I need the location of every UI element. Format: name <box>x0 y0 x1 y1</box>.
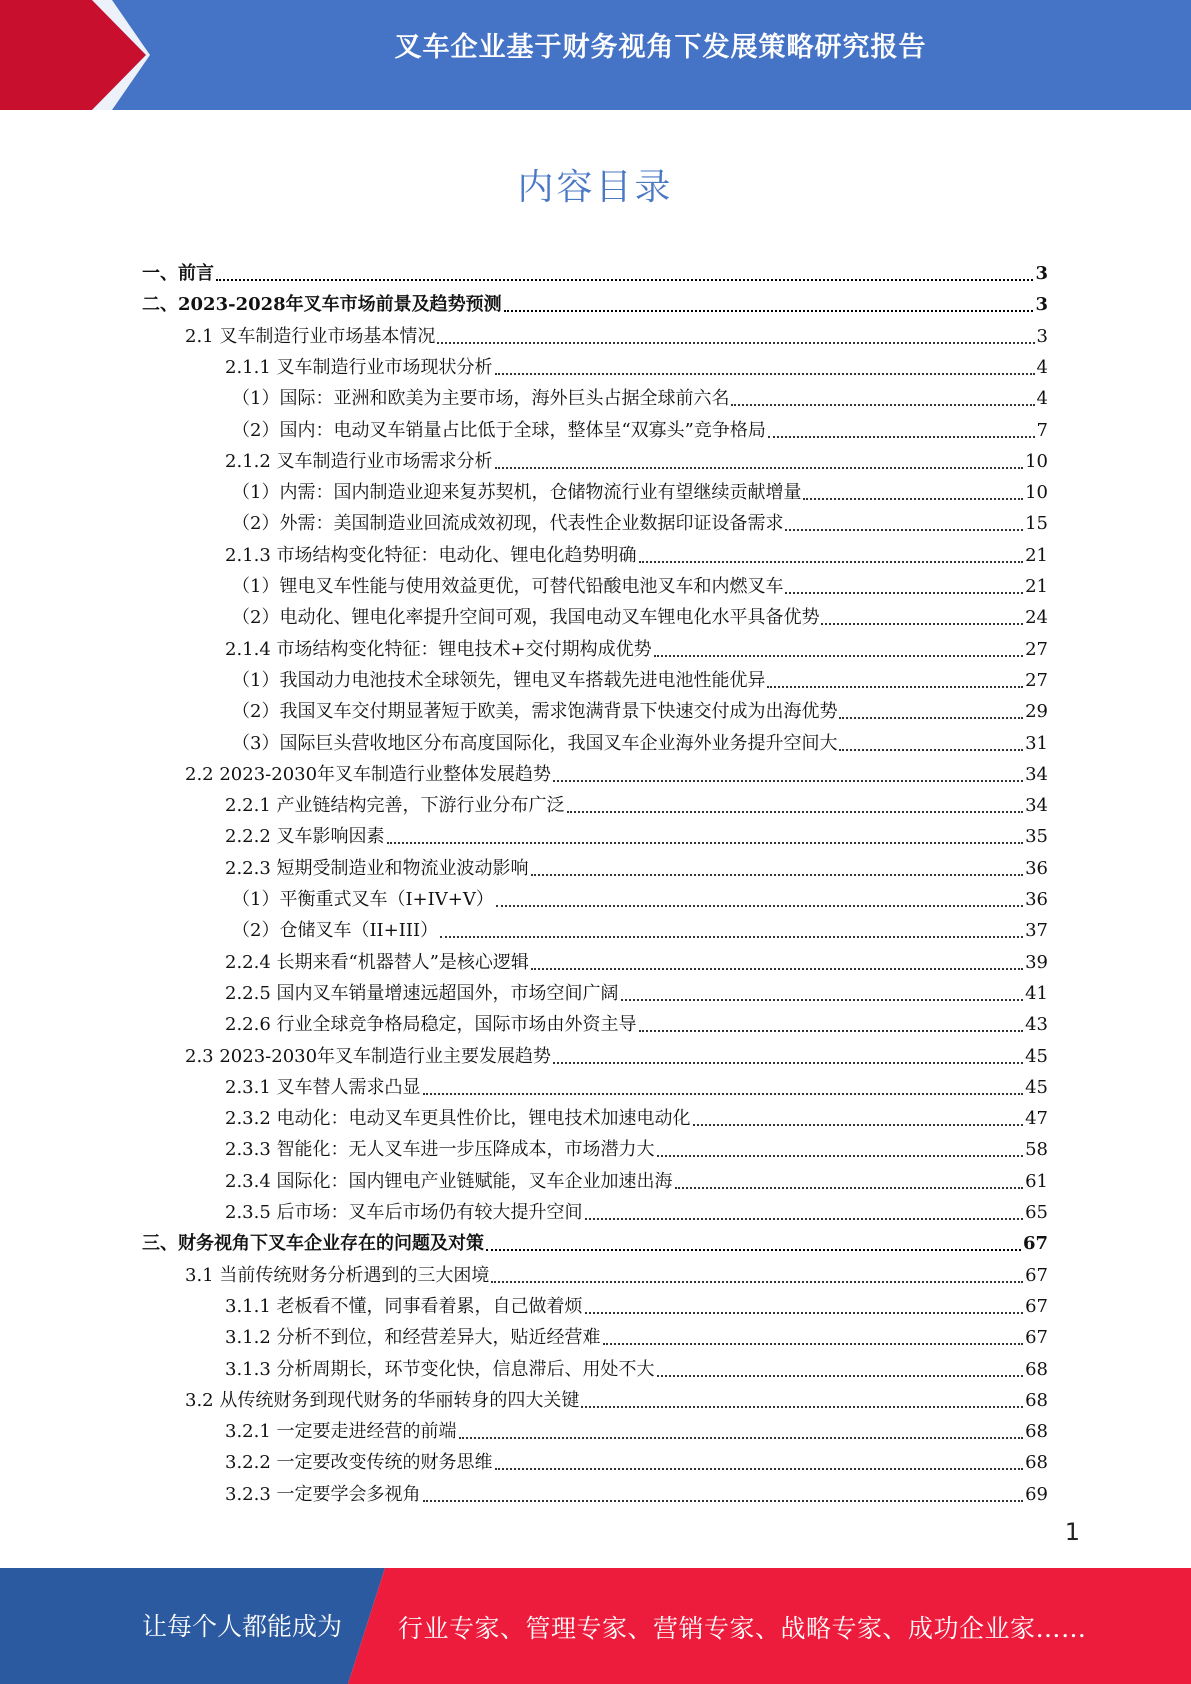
toc-leader-dots <box>603 1342 1024 1345</box>
toc-entry-title: 2.3.5 后市场：叉车后市场仍有较大提升空间 <box>225 1202 583 1223</box>
toc-leader-dots <box>387 841 1024 844</box>
toc-entry-page: 68 <box>1025 1421 1048 1442</box>
toc-entry-title: 2.2.2 叉车影响因素 <box>225 826 385 847</box>
toc-leader-dots <box>581 1405 1023 1408</box>
toc-leader-dots <box>585 1217 1024 1220</box>
toc-entry[interactable] <box>225 1287 1048 1318</box>
footer-slogan-right: 行业专家、管理专家、营销专家、战略专家、成功企业家…… <box>398 1614 1087 1643</box>
toc-entry[interactable] <box>225 536 1048 567</box>
toc-entry-page: 47 <box>1025 1108 1048 1129</box>
toc-entry[interactable] <box>225 1350 1048 1381</box>
toc-entry[interactable] <box>225 1099 1048 1130</box>
toc-entry-page: 39 <box>1025 952 1048 973</box>
toc-entry-title: （2）我国叉车交付期显著短于欧美，需求饱满背景下快速交付成为出海优势 <box>232 701 838 722</box>
toc-entry[interactable] <box>142 254 1048 285</box>
toc-entry-title: 3.1.1 老板看不懂，同事看着累，自己做着烦 <box>225 1296 583 1317</box>
toc-entry-title: 2.1.4 市场结构变化特征：锂电技术+交付期构成优势 <box>225 639 652 660</box>
toc-entry[interactable] <box>142 285 1048 316</box>
toc-entry-title: 2.2.5 国内叉车销量增速远超国外，市场空间广阔 <box>225 983 619 1004</box>
toc-entry-title: （2）仓储叉车（II+III） <box>232 920 439 941</box>
toc-entry-title: 2.3.4 国际化：国内锂电产业链赋能，叉车企业加速出海 <box>225 1171 673 1192</box>
toc-entry-title: 3.2.1 一定要走进经营的前端 <box>225 1421 457 1442</box>
toc-leader-dots <box>459 1436 1024 1439</box>
toc-entry[interactable] <box>225 1412 1048 1443</box>
toc-entry[interactable] <box>225 1162 1048 1193</box>
toc-entry-title: （1）内需：国内制造业迎来复苏契机，仓储物流行业有望继续贡献增量 <box>232 482 802 503</box>
toc-entry[interactable] <box>232 880 1048 911</box>
toc-entry-title: 2.3 2023-2030年叉车制造行业主要发展趋势 <box>185 1046 552 1067</box>
toc-entry-page: 10 <box>1025 482 1048 503</box>
toc-entry-title: 2.2.1 产业链结构完善，下游行业分布广泛 <box>225 795 565 816</box>
toc-entry-page: 24 <box>1025 607 1048 628</box>
toc-entry-title: （1）国际：亚洲和欧美为主要市场，海外巨头占据全球前六名 <box>232 388 730 409</box>
toc-leader-dots <box>839 748 1023 751</box>
toc-entry-page: 67 <box>1025 1296 1048 1317</box>
toc-leader-dots <box>768 435 1035 438</box>
toc-entry-title: 3.2.2 一定要改变传统的财务思维 <box>225 1452 493 1473</box>
toc-entry-title: 2.1.1 叉车制造行业市场现状分析 <box>225 357 493 378</box>
toc-entry-title: （3）国际巨头营收地区分布高度国际化，我国叉车企业海外业务提升空间大 <box>232 733 838 754</box>
toc-leader-dots <box>821 622 1023 625</box>
toc-leader-dots <box>657 1154 1024 1157</box>
page-number: 1 <box>1064 1518 1080 1546</box>
toc-leader-dots <box>504 309 1034 312</box>
toc-entry[interactable] <box>225 442 1048 473</box>
toc-leader-dots <box>437 341 1034 344</box>
toc-entry-page: 41 <box>1025 983 1048 1004</box>
toc-entry[interactable] <box>225 786 1048 817</box>
toc-leader-dots <box>440 935 1023 938</box>
toc-entry-page: 61 <box>1025 1171 1048 1192</box>
toc-entry-title: （2）外需：美国制造业回流成效初现，代表性企业数据印证设备需求 <box>232 513 784 534</box>
toc-entry[interactable] <box>185 1381 1048 1412</box>
toc-entry-title: （1）平衡重式叉车（I+IV+V） <box>232 889 494 910</box>
toc-entry-page: 27 <box>1025 670 1048 691</box>
toc-entry-page: 58 <box>1025 1139 1048 1160</box>
toc-leader-dots <box>423 1092 1024 1095</box>
header-band <box>0 0 1191 110</box>
toc-entry[interactable] <box>232 567 1048 598</box>
toc-entry-page: 69 <box>1025 1484 1048 1505</box>
toc-leader-dots <box>639 560 1024 563</box>
toc-entry-page: 34 <box>1025 764 1048 785</box>
toc-leader-dots <box>531 873 1024 876</box>
toc-entry-title: 3.2.3 一定要学会多视角 <box>225 1484 421 1505</box>
toc-entry[interactable] <box>185 755 1048 786</box>
toc-entry-title: 二、2023-2028年叉车市场前景及趋势预测 <box>142 294 502 315</box>
toc-entry-page: 68 <box>1025 1359 1048 1380</box>
toc-leader-dots <box>785 591 1023 594</box>
toc-entry[interactable] <box>225 943 1048 974</box>
toc-entry[interactable] <box>225 1130 1048 1161</box>
toc-leader-dots <box>495 466 1024 469</box>
toc-entry-title: 3.1 当前传统财务分析遇到的三大困境 <box>185 1265 490 1286</box>
toc-entry-page: 37 <box>1025 920 1048 941</box>
toc-entry-title: （1）锂电叉车性能与使用效益更优，可替代铅酸电池叉车和内燃叉车 <box>232 576 784 597</box>
toc-entry[interactable] <box>225 1475 1048 1506</box>
toc-entry-page: 34 <box>1025 795 1048 816</box>
toc-entry-title: 2.1.2 叉车制造行业市场需求分析 <box>225 451 493 472</box>
toc-entry[interactable] <box>232 379 1048 410</box>
toc-leader-dots <box>495 372 1035 375</box>
toc-entry-page: 4 <box>1036 357 1048 378</box>
toc-entry[interactable] <box>225 849 1048 880</box>
header-title: 叉车企业基于财务视角下发展策略研究报告 <box>394 32 927 63</box>
toc-entry[interactable] <box>225 348 1048 379</box>
toc-entry-title: （2）电动化、锂电化率提升空间可观，我国电动叉车锂电化水平具备优势 <box>232 607 820 628</box>
footer-slogan-left: 让每个人都能成为 <box>142 1612 343 1641</box>
toc-entry-page: 45 <box>1025 1046 1048 1067</box>
toc-entry-page: 43 <box>1025 1014 1048 1035</box>
toc-entry-title: 2.2.4 长期来看“机器替人”是核心逻辑 <box>225 952 529 973</box>
toc-entry[interactable] <box>225 1318 1048 1349</box>
toc-entry-title: 2.2.3 短期受制造业和物流业波动影响 <box>225 858 529 879</box>
toc-entry-page: 36 <box>1025 858 1048 879</box>
toc-leader-dots <box>639 1029 1024 1032</box>
toc-entry[interactable] <box>185 317 1048 348</box>
toc-entry-title: 3.1.2 分析不到位，和经营差异大，贴近经营难 <box>225 1327 601 1348</box>
toc-entry[interactable] <box>142 1224 1048 1255</box>
toc-leader-dots <box>839 716 1023 719</box>
toc-entry-page: 15 <box>1025 513 1048 534</box>
toc-entry[interactable] <box>185 1256 1048 1287</box>
toc-entry-page: 65 <box>1025 1202 1048 1223</box>
toc-entry-title: 2.3.1 叉车替人需求凸显 <box>225 1077 421 1098</box>
toc-entry-page: 7 <box>1036 420 1048 441</box>
toc-leader-dots <box>585 1311 1024 1314</box>
toc-entry-page: 45 <box>1025 1077 1048 1098</box>
toc-entry[interactable] <box>232 724 1048 755</box>
toc-entry[interactable] <box>232 504 1048 535</box>
toc-entry-title: 三、财务视角下叉车企业存在的问题及对策 <box>142 1233 484 1254</box>
toc-entry[interactable] <box>232 598 1048 629</box>
toc-entry-title: （1）我国动力电池技术全球领先，锂电叉车搭载先进电池性能优异 <box>232 670 766 691</box>
toc-leader-dots <box>553 779 1023 782</box>
toc-entry[interactable] <box>232 911 1048 942</box>
toc-entry-title: 2.1.3 市场结构变化特征：电动化、锂电化趋势明确 <box>225 545 637 566</box>
toc-leader-dots <box>496 904 1023 907</box>
toc-entry-page: 3 <box>1035 263 1048 284</box>
toc-entry-title: （2）国内：电动叉车销量占比低于全球，整体呈“双寡头”竞争格局 <box>232 420 766 441</box>
toc-leader-dots <box>675 1186 1024 1189</box>
toc-leader-dots <box>567 810 1024 813</box>
toc-entry-page: 29 <box>1025 701 1048 722</box>
toc-entry-page: 36 <box>1025 889 1048 910</box>
toc-leader-dots <box>553 1061 1023 1064</box>
toc-leader-dots <box>767 685 1023 688</box>
toc-entry-title: 2.2 2023-2030年叉车制造行业整体发展趋势 <box>185 764 552 785</box>
toc-leader-dots <box>486 1248 1021 1251</box>
toc-entry-title: 2.2.6 行业全球竞争格局稳定，国际市场由外资主导 <box>225 1014 637 1035</box>
toc-leader-dots <box>491 1280 1023 1283</box>
toc-entry-page: 67 <box>1022 1233 1048 1254</box>
toc-entry-page: 4 <box>1036 388 1048 409</box>
toc-entry-title: 一、前言 <box>142 263 214 284</box>
toc-entry-title: 3.2 从传统财务到现代财务的华丽转身的四大关键 <box>185 1390 580 1411</box>
toc-leader-dots <box>531 967 1023 970</box>
toc-entry-page: 3 <box>1036 326 1048 347</box>
toc-leader-dots <box>495 1467 1024 1470</box>
toc-entry[interactable] <box>225 817 1048 848</box>
toc-entry-page: 31 <box>1025 733 1048 754</box>
toc-entry-page: 67 <box>1025 1327 1048 1348</box>
toc-leader-dots <box>731 403 1034 406</box>
toc-entry-page: 10 <box>1025 451 1048 472</box>
toc-entry[interactable] <box>232 692 1048 723</box>
toc-leader-dots <box>216 278 1033 281</box>
toc-leader-dots <box>803 497 1023 500</box>
toc-entry-page: 35 <box>1025 826 1048 847</box>
toc-entry[interactable] <box>225 1068 1048 1099</box>
toc-entry-page: 68 <box>1025 1452 1048 1473</box>
toc-entry-title: 2.3.3 智能化：无人叉车进一步压降成本，市场潜力大 <box>225 1139 655 1160</box>
toc-leader-dots <box>657 1374 1024 1377</box>
toc-entry-page: 21 <box>1025 576 1048 597</box>
toc-entry[interactable] <box>225 1443 1048 1474</box>
footer-band <box>0 1568 1191 1684</box>
toc-entry[interactable] <box>225 974 1048 1005</box>
toc-leader-dots <box>654 654 1023 657</box>
toc-entry-page: 67 <box>1025 1265 1048 1286</box>
toc-entry-title: 2.1 叉车制造行业市场基本情况 <box>185 326 436 347</box>
toc-entry[interactable] <box>225 630 1048 661</box>
toc-entry[interactable] <box>225 1193 1048 1224</box>
toc-entry-page: 21 <box>1025 545 1048 566</box>
toc-entry-page: 68 <box>1025 1390 1048 1411</box>
toc-entry[interactable] <box>185 1037 1048 1068</box>
toc-title: 内容目录 <box>517 167 674 208</box>
toc-entry[interactable] <box>225 1005 1048 1036</box>
toc-entry-page: 3 <box>1035 294 1048 315</box>
toc-leader-dots <box>621 998 1024 1001</box>
toc-entry-title: 2.3.2 电动化：电动叉车更具性价比，锂电技术加速电动化 <box>225 1108 691 1129</box>
toc-entry[interactable] <box>232 411 1048 442</box>
toc-leader-dots <box>423 1499 1024 1502</box>
toc-entry-page: 27 <box>1025 639 1048 660</box>
toc-leader-dots <box>693 1123 1024 1126</box>
toc-entry[interactable] <box>232 473 1048 504</box>
toc-entry-title: 3.1.3 分析周期长，环节变化快，信息滞后、用处不大 <box>225 1359 655 1380</box>
toc-entry[interactable] <box>232 661 1048 692</box>
toc-leader-dots <box>785 528 1023 531</box>
